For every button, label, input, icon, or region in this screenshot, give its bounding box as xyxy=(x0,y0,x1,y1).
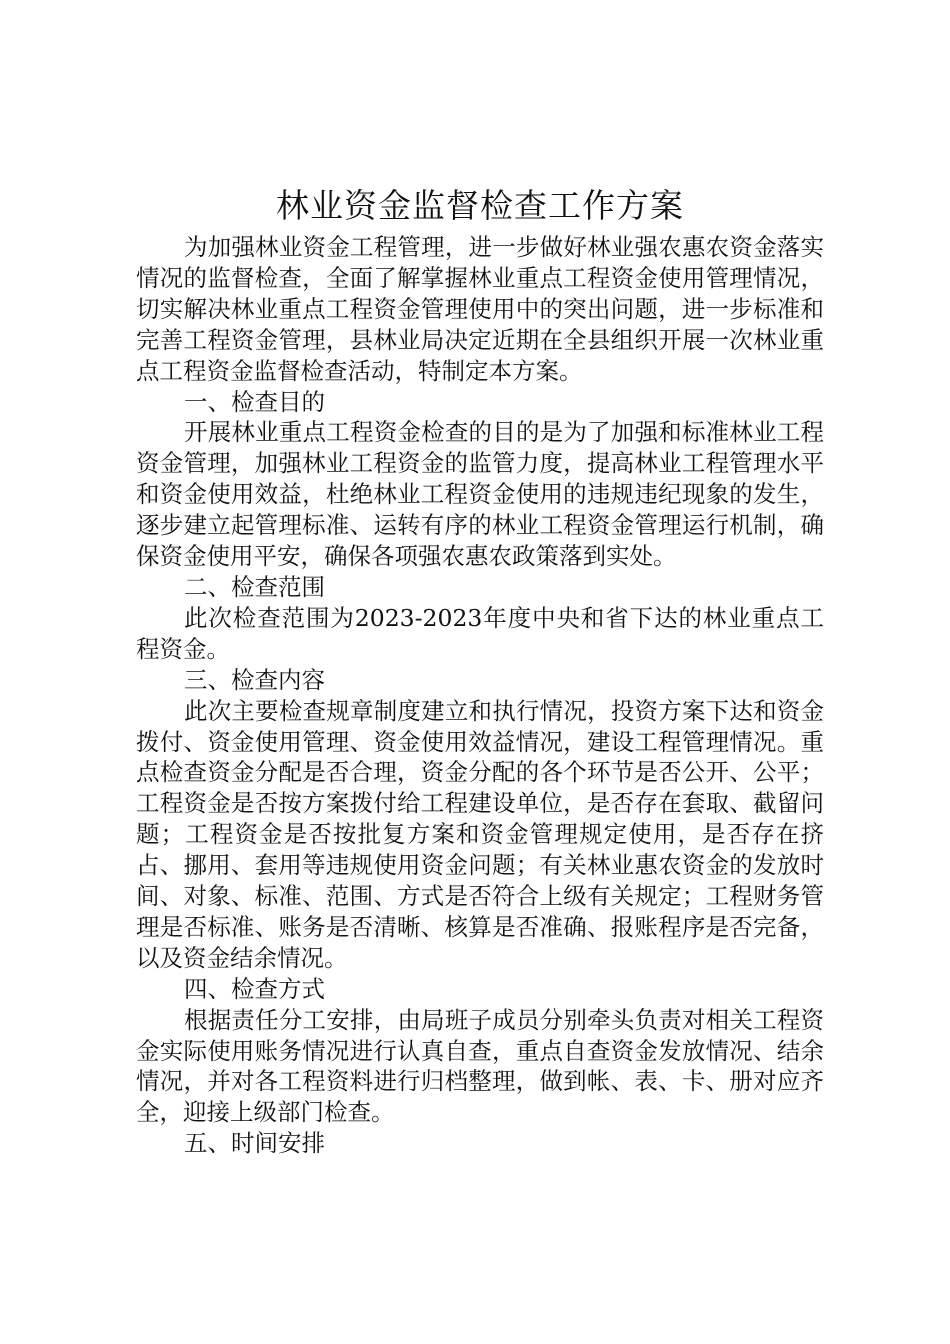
section-body-method: 根据责任分工安排，由局班子成员分别牵头负责对相关工程资金实际使用账务情况进行认真自查，重点自查资金发放情况、结余情况，并对各工程资料进行归档整理，做到帐、表、卡、册对应齐全，迎接上级部门检查。 xyxy=(136,1005,824,1127)
section-heading-scope: 二、检查范围 xyxy=(184,572,325,601)
section-heading-content: 三、检查内容 xyxy=(184,665,325,694)
section-heading-purpose: 一、检查目的 xyxy=(184,387,325,416)
document-title: 林业资金监督检查工作方案 xyxy=(276,186,684,225)
section-heading-method: 四、检查方式 xyxy=(184,974,325,1003)
section-heading-schedule: 五、时间安排 xyxy=(184,1129,325,1158)
section-body-content: 此次主要检查规章制度建立和执行情况，投资方案下达和资金拨付、资金使用管理、资金使用效益情况，建设工程管理情况。重点检查资金分配是否合理，资金分配的各个环节是否公开、公平；工程资金是否按方案拨付给工程建设单位，是否存在套取、截留问题；工程资金是否按批复方案和资金管理规定使用，是否存在挤占、挪用、套用等违规使用资金问题；有关林业惠农资金的发放时间、对象、标准、范围、方式是否符合上级有关规定；工程财务管理是否标准、账务是否清晰、核算是否准确、报账程序是否完备，以及资金结余情况。 xyxy=(136,696,824,972)
section-body-scope: 此次检查范围为2023-2023年度中央和省下达的林业重点工程资金。 xyxy=(136,603,824,663)
intro-paragraph: 为加强林业资金工程管理，进一步做好林业强农惠农资金落实情况的监督检查，全面了解掌握林业重点工程资金使用管理情况，切实解决林业重点工程资金管理使用中的突出问题，进一步标准和完善工程资金管理，县林业局决定近期在全县组织开展一次林业重点工程资金监督检查活动，特制定本方案。 xyxy=(136,233,824,385)
section-body-purpose: 开展林业重点工程资金检查的目的是为了加强和标准林业工程资金管理，加强林业工程资金的监管力度，提高林业工程管理水平和资金使用效益，杜绝林业工程资金使用的违规违纪现象的发生，逐步建立起管理标准、运转有序的林业工程资金管理运行机制，确保资金使用平安，确保各项强农惠农政策落到实处。 xyxy=(136,418,824,571)
document-page xyxy=(136,186,824,1159)
